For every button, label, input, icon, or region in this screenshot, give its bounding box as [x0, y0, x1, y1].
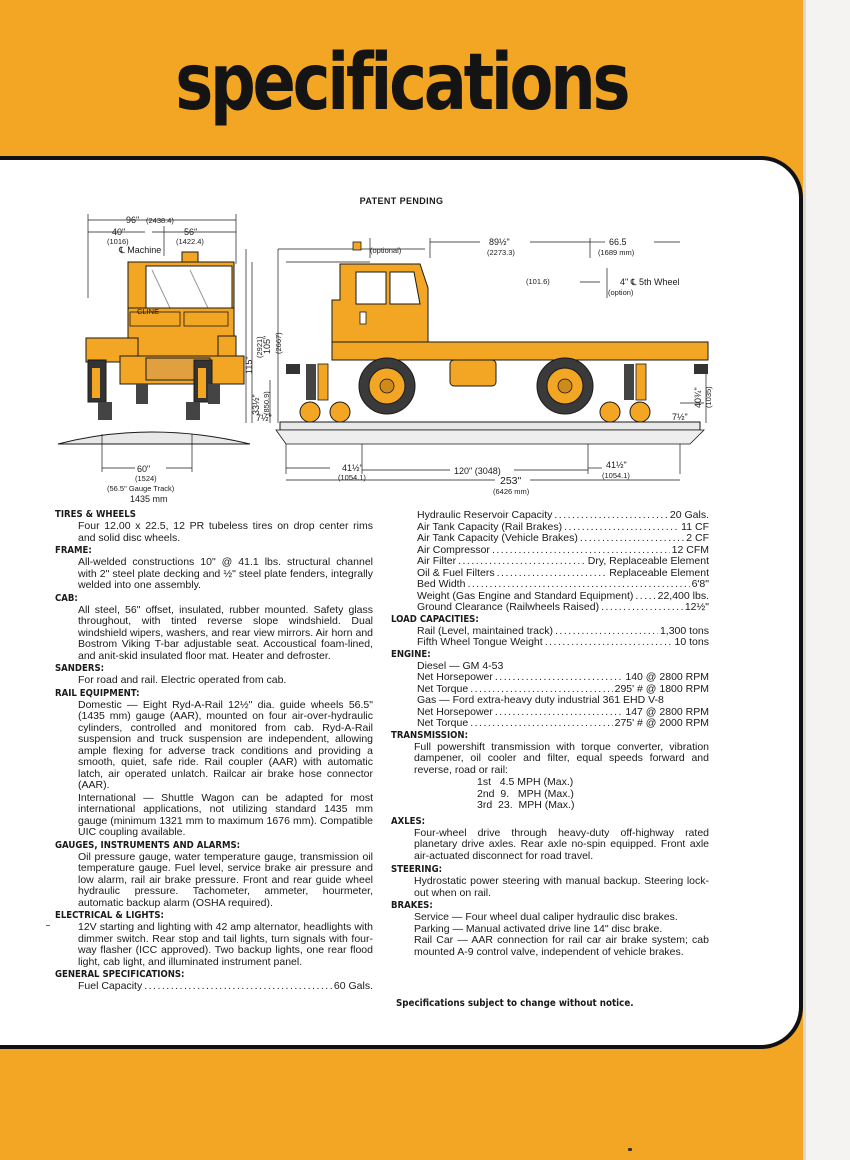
gear-speed: 1st 4.5 MPH (Max.) [477, 776, 574, 788]
load-spec-row [417, 637, 709, 649]
diesel-spec-row-label: Net Torque [417, 682, 469, 695]
gas-spec-row-value: 147 @ 2800 RPM [625, 705, 709, 718]
gear-speed: 3rd 23. MPH (Max.) [477, 799, 575, 811]
general-spec-row-label: Hydraulic Reservoir Capacity [417, 509, 553, 521]
tires-heading: TIRES & WHEELS [55, 509, 136, 520]
general-spec-row-value: Replaceable Element [609, 566, 709, 579]
front-overhang-in: 41½" [342, 463, 363, 473]
fifth-mm: (1689 mm) [598, 248, 635, 257]
brake-item: Parking — Manual activated drive line 14" disc brake. [414, 922, 663, 935]
general-spec-row-value: 2 CF [686, 532, 709, 544]
frame-text: All-welded constructions 10" @ 41.1 lbs. structural channel with 2" steel plate decking and ½" steel plate fenders, integrally welded into one assembly. [78, 556, 373, 591]
general-spec-row [417, 579, 709, 591]
vehicle-diagram [40, 208, 750, 508]
load-spec-row-label: Rail (Level, maintained track) [417, 624, 553, 637]
brake-list [391, 912, 709, 958]
height-in: 115" [244, 356, 254, 374]
fifth-offset-mm: (101.6) [526, 277, 550, 286]
general-spec-row-label: Bed Width [417, 578, 466, 590]
overall-in: 253" [500, 475, 522, 487]
gauge-metric: 1435 mm [130, 494, 168, 504]
fuel-capacity-value: 60 Gals. [333, 980, 373, 992]
electrical-text: 12V starting and lighting with 42 amp alternator, headlights with dimmer switch. Rear stop and tail lights, turn signals with four-way flasher (ICC approved). Two backup lights, one rear flood light, cab light, and illuminated instrument panel. [78, 921, 373, 968]
scan-speck [628, 1148, 632, 1151]
front-width-in: 96" [126, 215, 140, 225]
diesel-engine: Diesel — GM 4-53 [417, 659, 504, 672]
frame-heading: FRAME: [55, 545, 92, 556]
gauges-heading: GAUGES, INSTRUMENTS AND ALARMS: [55, 839, 241, 851]
front-cab-mm: (1422.4) [176, 237, 204, 246]
transmission-heading: TRANSMISSION: [391, 729, 468, 741]
general-spec-row-label: Oil & Fuel Filters [417, 566, 495, 579]
steering-text: Hydrostatic power steering with manual backup. Steering lock-out when on rail. [414, 875, 709, 899]
tires-text: Four 12.00 x 22.5, 12 PR tubeless tires on drop center rims and solid disc wheels. [78, 520, 373, 544]
diesel-spec-row-value: 140 @ 2800 RPM [625, 671, 709, 683]
general-spec-row [417, 556, 709, 568]
fifth-wheel-label: 4" ℄ 5th Wheel [620, 277, 680, 287]
fuel-capacity-label: Fuel Capacity [78, 980, 143, 992]
gauge-in: 60" [137, 464, 151, 474]
cab-heading: CAB: [55, 592, 78, 604]
load-spec-row-value: 10 tons [674, 636, 709, 648]
diesel-spec-row [417, 672, 709, 684]
deck-mm: (1035) [704, 386, 713, 408]
gas-spec-row [417, 718, 709, 730]
clear-mm: (850.9) [262, 391, 271, 415]
front-offset-mm: (1016) [107, 237, 129, 246]
front-cab-in: 56" [184, 227, 198, 237]
load-spec-row-value: 1,300 tons [659, 624, 709, 637]
fifth-in: 66.5 [609, 237, 627, 247]
patent-label: PATENT PENDING [359, 196, 444, 206]
optional-label: (optional) [370, 246, 402, 255]
clear-in: 33½" [251, 394, 261, 415]
general-spec-row-value: 12 CFM [671, 543, 709, 556]
electrical-heading: ELECTRICAL & LIGHTS: [55, 910, 164, 921]
gas-engine: Gas — Ford extra-heavy duty industrial 361 EHD V-8 [417, 694, 664, 706]
fifth-option: (option) [608, 288, 634, 297]
rear-overhang-in: 41½" [606, 460, 627, 470]
diesel-spec-list [391, 672, 709, 695]
general-spec-row-label: Air Compressor [417, 543, 490, 556]
height2-in: 105" [262, 335, 272, 354]
steering-heading: STEERING: [391, 864, 443, 875]
height-mm: (2921) [255, 336, 264, 358]
front-view-vehicle [58, 252, 250, 444]
general-heading: GENERAL SPECIFICATIONS: [55, 969, 185, 980]
general-spec-row-value: 11 CF [681, 520, 709, 533]
brand-plate: CLINE [137, 307, 160, 316]
general-spec-list [391, 510, 709, 614]
fuel-capacity-row [78, 981, 373, 993]
diesel-spec-row-label: Net Horsepower [417, 671, 493, 683]
general-spec-row [417, 510, 709, 522]
cab-text: All steel, 56" offset, insulated, rubber mounted. Safety glass throughout, with tinted reverse slope windshield. Dual windshield wipers, washers, and rear view mirrors. Air horn and Bostrom Viking T-bar adjustable seat. Accoustical foam-lined, and anit-skid insulated floor mat. Heater and defroster. [78, 603, 373, 662]
brake-item: Service — Four wheel dual caliper hydraulic disc brakes. [414, 911, 678, 923]
general-spec-row-value: 12½" [684, 601, 709, 613]
gear-speed: 2nd 9. MPH (Max.) [477, 787, 574, 800]
axles-text: Four-wheel drive through heavy-duty off-highway rated planetary drive axles. Rear axle no-spin equipped. Front axle air-actuated disconnect for road travel. [414, 826, 709, 862]
general-spec-row-label: Air Filter [417, 555, 457, 567]
general-spec-row-label: Weight (Gas Engine and Standard Equipment) [417, 589, 634, 602]
front-offset-in: 40" [112, 227, 126, 237]
page-title: specifications [175, 38, 628, 128]
general-spec-row-value: Dry, Replaceable Element [587, 555, 709, 567]
brake-item: Rail Car — AAR connection for rail car air brake system; cab mounted A-9 control valve, independent of vehicle brakes. [414, 934, 709, 958]
sanders-text: For road and rail. Electric operated from cab. [78, 674, 287, 686]
rail-international-text: International — Shuttle Wagon can be adapted for most international applications, not utilizing standard 1435 mm gauge (minimum 1321 mm to maximum 1676 mm). Compatible UIC coupling available. [78, 791, 373, 838]
spec-column-right [391, 510, 709, 958]
scan-speck [46, 925, 50, 926]
rail-heading: RAIL EQUIPMENT: [55, 687, 140, 699]
general-spec-row [417, 533, 709, 545]
general-spec-row-value: 22,400 lbs. [657, 589, 709, 602]
wheel-left: 7½" [256, 413, 272, 423]
side-view-vehicle [276, 242, 708, 444]
gauges-text: Oil pressure gauge, water temperature gauge, transmission oil temperature gauge. Fuel level, service brake air pressure and low alarm, rail air brake pressure. Front and rear guide wheel hydraulic pressure. Tachometer, ammeter, hourmeter, automatic backup alarm (OSHA required). [78, 850, 373, 909]
general-spec-row-value: 6'8" [691, 578, 709, 590]
load-heading: LOAD CAPACITIES: [391, 613, 479, 625]
sanders-heading: SANDERS: [55, 663, 105, 674]
gas-spec-list [391, 707, 709, 730]
general-spec-row-label: Ground Clearance (Railwheels Raised) [417, 601, 600, 613]
rail-domestic-text: Domestic — Eight Ryd-A-Rail 12½" dia. guide wheels 56.5" (1435 mm) gauge (AAR), mounted on four air-over-hydraulic cylinders, controlled and monitored from cab. Ryd-A-Rail suspension and truck suspension are independent, allowing ample flexing for adverse track conditions and providing a smooth, quiet, safe ride. Rail coupler (AAR) with automatic latch, air operated unlatch. Railcar air brake hose connector (AAR). [78, 698, 373, 791]
general-spec-row-label: Air Tank Capacity (Rail Brakes) [417, 520, 563, 533]
scan-margin [803, 0, 850, 1160]
top-mm: (2273.3) [487, 248, 515, 257]
gear-list [391, 777, 709, 812]
gas-spec-row-label: Net Horsepower [417, 705, 493, 718]
axles-heading: AXLES: [391, 815, 426, 827]
gauge-mm: (1524) [135, 474, 157, 483]
gas-spec-row-label: Net Torque [417, 717, 469, 729]
front-overhang-mm: (1054.1) [338, 473, 366, 482]
front-width-mm: (2438.4) [146, 216, 174, 225]
height2-mm: (2667) [274, 332, 283, 354]
machine-centerline: ℄ Machine [119, 245, 162, 255]
transmission-text: Full powershift transmission with torque converter, vibration dampener, oil cooler and filter, equal speeds forward and reverse, road or rail: [414, 740, 709, 776]
wheel-right: 7½" [672, 412, 688, 422]
general-spec-row-value: 20 Gals. [669, 509, 709, 521]
gauge-note: (56.5" Gauge Track) [107, 484, 175, 493]
deck-in: 40¾" [693, 387, 703, 408]
brakes-heading: BRAKES: [391, 900, 433, 911]
spec-column-left [55, 509, 373, 993]
top-in: 89½" [489, 237, 510, 247]
general-spec-row-label: Air Tank Capacity (Vehicle Brakes) [417, 532, 578, 544]
load-spec-list [391, 626, 709, 649]
rear-overhang-mm: (1054.1) [602, 471, 630, 480]
load-spec-row-label: Fifth Wheel Tongue Weight [417, 636, 543, 648]
diesel-spec-row-value: 295' # @ 1800 RPM [614, 682, 709, 695]
overall-mm: (6426 mm) [493, 487, 530, 496]
wheelbase: 120" (3048) [454, 466, 501, 476]
general-spec-row [417, 602, 709, 614]
engine-heading: ENGINE: [391, 648, 431, 660]
gas-spec-row-value: 275' # @ 2000 RPM [614, 717, 709, 729]
change-notice: Specifications subject to change without notice. [396, 998, 634, 1009]
